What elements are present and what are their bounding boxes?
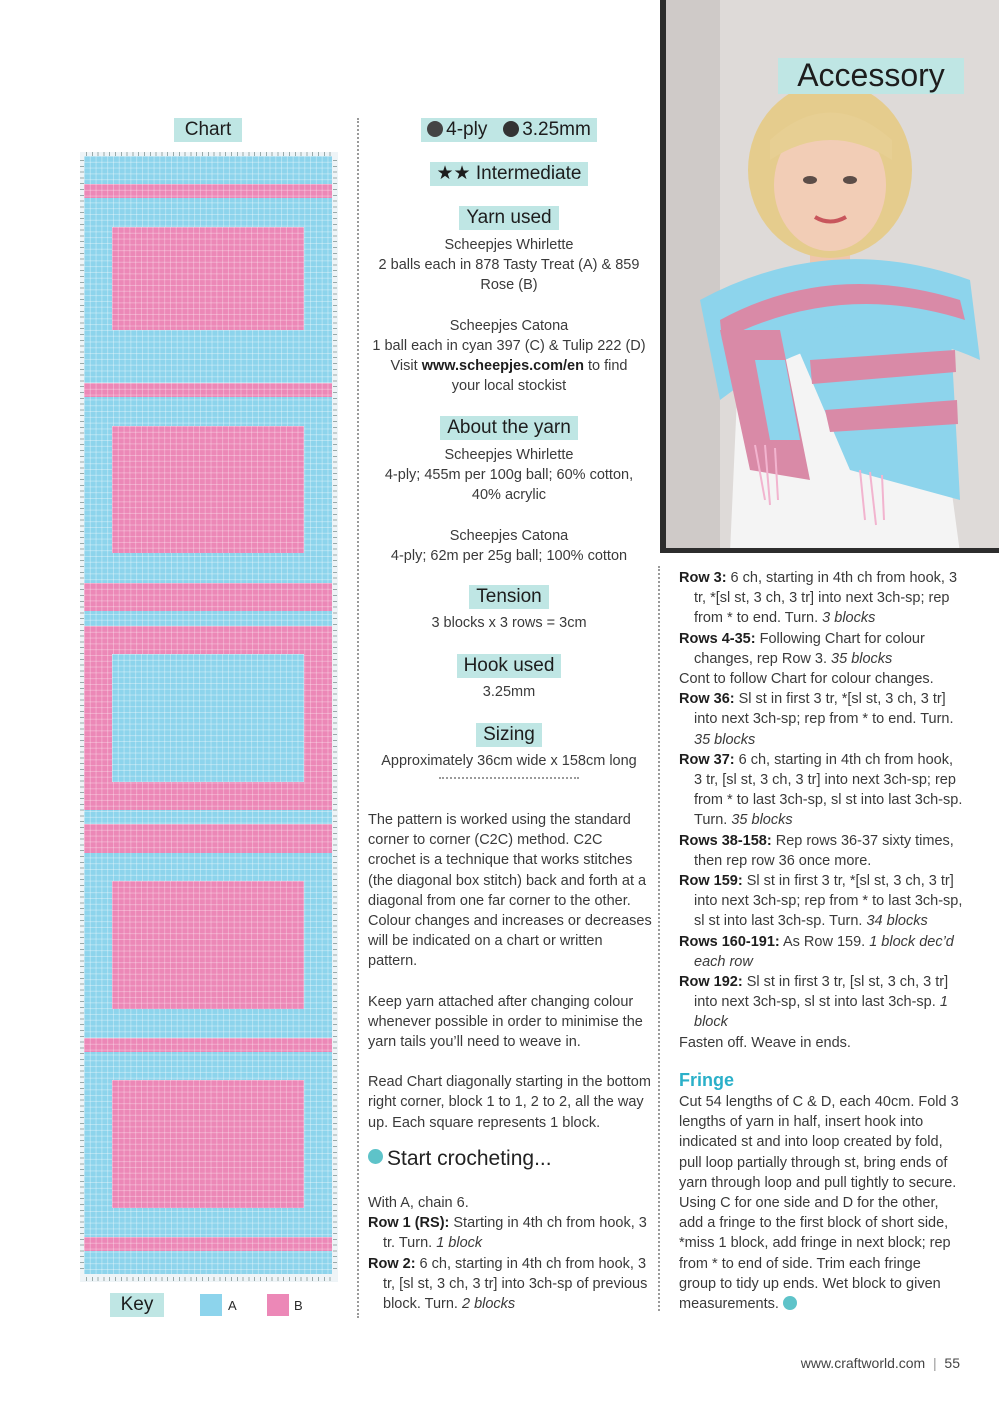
key-swatch-a — [200, 1294, 222, 1316]
yarn-used-line: Scheepjes Catona — [449, 317, 569, 334]
yarn-visit-line: Visit www.scheepjes.com/en to find — [390, 358, 628, 375]
photo-border — [660, 0, 666, 553]
key-label-a: A — [228, 1298, 237, 1313]
chart-stripe-pink — [84, 1038, 332, 1052]
chart-block-pink — [112, 426, 304, 553]
yarn-used-line: Rose (B) — [480, 277, 538, 294]
fringe-text: Cut 54 lengths of C & D, each 40cm. Fold 3 lengths of yarn in half, insert hook into indicated st and into loop created by fold, pull loop partially through st, bring ends of yarn through loop and pull tightly to secure. Using C for one side and D for the other, add a fringe to the first block of short side, *miss 1 block, add fringe in next block; rep from * to end of side. Trim each fringe group to tidy up ends. Wet block to given measurements. — [679, 1094, 959, 1313]
yarn-used-line: 2 balls each in 878 Tasty Treat (A) & 859 — [378, 257, 640, 274]
chart-row-numbers-right — [333, 160, 337, 1272]
yarn-weight-badge: 4-ply 3.25mm — [421, 118, 597, 142]
key-swatch-b — [267, 1294, 289, 1316]
page-number: 55 — [944, 1355, 960, 1371]
chart-heading: Chart — [174, 118, 242, 142]
row-instruction: Row 37: 6 ch, starting in 4th ch from hook, 3 tr, [sl st, 3 ch, 3 tr] into next 3ch-sp; rep from * to last 3ch-sp, sl st into last 3ch-sp. Turn. 35 blocks — [679, 751, 963, 829]
intro-text — [368, 810, 652, 1133]
tension-section — [369, 585, 649, 633]
page-footer — [760, 1355, 960, 1371]
about-yarn-line: 4-ply; 62m per 25g ball; 100% cotton — [390, 547, 628, 564]
yarn-ball-icon — [368, 1149, 383, 1164]
about-yarn-heading: About the yarn — [440, 416, 578, 440]
start-crocheting-heading: Start crocheting... — [368, 1147, 552, 1171]
photo-border — [660, 548, 999, 553]
chart-block-pink — [112, 1080, 304, 1208]
row-instruction: Rows 160-191: As Row 159. 1 block dec’d each row — [679, 933, 954, 970]
tension-heading: Tension — [469, 585, 549, 609]
yarn-used-line: 1 ball each in cyan 397 (C) & Tulip 222 (D) — [372, 337, 646, 354]
about-yarn-line: 40% acrylic — [471, 487, 547, 504]
row-instructions — [679, 568, 964, 1053]
key-label: Key — [110, 1293, 164, 1317]
about-yarn-line: Scheepjes Catona — [449, 527, 569, 544]
row-instruction: Rows 38-158: Rep rows 36-37 sixty times, then rep row 36 once more. — [679, 832, 954, 869]
hook-icon — [503, 121, 519, 137]
row-instruction: Row 192: Sl st in first 3 tr, [sl st, 3 ch, 3 tr] into next 3ch-sp, sl st into last 3ch-sp. 1 block — [679, 974, 949, 1031]
chart-block-pink — [112, 881, 304, 1009]
hook-text: 3.25mm — [482, 684, 536, 700]
footer-site[interactable]: www.craftworld.com — [800, 1355, 926, 1371]
chart-stripe-pink — [84, 583, 332, 611]
intro-paragraph: The pattern is worked using the standard corner to corner (C2C) method. C2C crochet is a technique that works stitches (the diagonal box stitch) back and forth at a diagonal from one far corner to the other. Colour changes and increases or decreases will be indicated on a chart or written pattern. — [368, 812, 652, 970]
row-instruction: Cont to follow Chart for colour changes. — [679, 671, 934, 688]
chart-stripe-pink — [84, 184, 332, 198]
about-yarn-section — [369, 416, 649, 566]
chart-block-pink — [112, 227, 304, 330]
row-instruction: Row 2: 6 ch, starting in 4th ch from hook, 3 tr, [sl st, 3 ch, 3 tr] into 3ch-sp of previous block. Turn. 2 blocks — [368, 1255, 648, 1313]
level-row — [369, 162, 649, 186]
yarn-ball-icon — [427, 121, 443, 137]
colour-chart — [80, 152, 338, 1282]
chart-stripe-pink — [84, 1237, 332, 1251]
yarn-used-line: Scheepjes Whirlette — [444, 237, 574, 253]
row-instruction: Row 36: Sl st in first 3 tr, *[sl st, 3 ch, 3 tr] into next 3ch-sp; rep from * to end. Turn. 35 blocks — [679, 691, 954, 748]
intro-paragraph: Keep yarn attached after changing colour whenever possible in order to minimise the yarn tails you’ll need to weave in. — [368, 993, 643, 1051]
intro-paragraph: Read Chart diagonally starting in the bottom right corner, block 1 to 1, 2 to 2, all the way up. Each square represents 1 block. — [368, 1074, 651, 1131]
row-instruction: Row 159: Sl st in first 3 tr, *[sl st, 3 ch, 3 tr] into next 3ch-sp; rep from * to last 3ch-sp, sl st into last 3ch-sp. Turn. 34 blocks — [679, 873, 963, 930]
yarn-used-line: your local stockist — [451, 378, 567, 395]
footer-divider: | — [929, 1355, 941, 1371]
yarn-used-section — [369, 206, 649, 396]
column-divider — [357, 118, 359, 1318]
about-yarn-line: 4-ply; 455m per 100g ball; 60% cotton, — [384, 467, 634, 484]
sizing-text: Approximately 36cm wide x 158cm long — [381, 753, 637, 769]
badge-row-yarn — [369, 118, 649, 142]
chart-stripe-pink — [84, 383, 332, 397]
chart-block-blue — [112, 654, 304, 782]
about-yarn-line: Scheepjes Whirlette — [444, 447, 574, 463]
yarn-ball-icon — [783, 1296, 797, 1310]
accessory-label: Accessory — [778, 58, 964, 94]
row-instruction: Fasten off. Weave in ends. — [679, 1034, 851, 1051]
stockist-link[interactable]: www.scheepjes.com/en — [421, 358, 584, 375]
row-instruction: Rows 4-35: Following Chart for colour changes, rep Row 3. 35 blocks — [679, 630, 925, 667]
sizing-heading: Sizing — [476, 723, 542, 747]
sizing-section — [369, 723, 649, 779]
skill-level-badge: ★★ Intermediate — [430, 162, 589, 186]
chart-column-numbers-bottom — [86, 1277, 332, 1281]
chart-stripe-pink — [84, 824, 332, 853]
hook-heading: Hook used — [457, 654, 562, 678]
hook-section — [369, 654, 649, 702]
tension-text: 3 blocks x 3 rows = 3cm — [431, 615, 587, 631]
yarn-used-heading: Yarn used — [459, 206, 558, 230]
row-instruction: Row 3: 6 ch, starting in 4th ch from hook, 3 tr, *[sl st, 3 ch, 3 tr] into next 3ch-sp; rep from * to end. Turn. 3 blocks — [679, 570, 958, 627]
column-divider — [658, 566, 660, 1311]
chain-instruction: With A, chain 6. — [368, 1195, 469, 1211]
fringe-heading: Fringe — [679, 1070, 735, 1090]
key-label-b: B — [294, 1298, 303, 1313]
dotted-divider — [439, 777, 579, 779]
chart-grid — [84, 156, 332, 1274]
start-instructions — [368, 1193, 652, 1314]
row-instruction: Row 1 (RS): Starting in 4th ch from hook, 3 tr. Turn. 1 block — [368, 1215, 647, 1252]
